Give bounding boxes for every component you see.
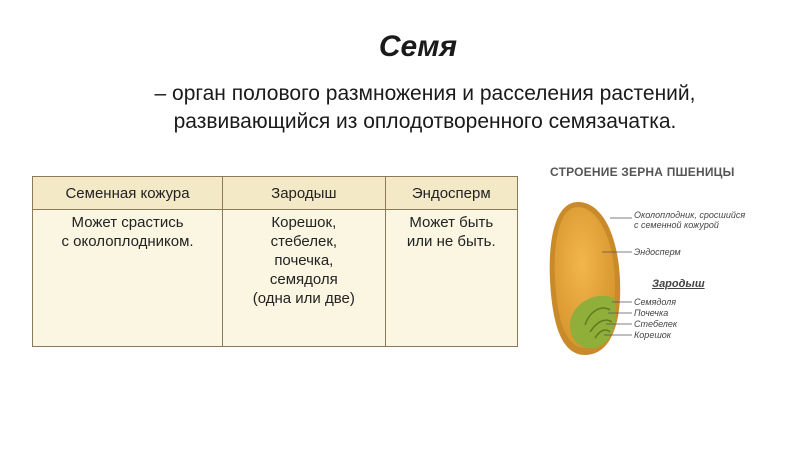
subtitle-line-1: – орган полового размножения и расселения растений,: [154, 82, 696, 105]
slide-title: Семя: [378, 30, 458, 63]
cell-line: Может срастись: [71, 214, 184, 231]
cell-embryo: [223, 210, 385, 347]
header-embryo: Зародыш: [223, 177, 385, 210]
cell-line: или не быть.: [406, 233, 496, 250]
cell-line: семядоля: [269, 271, 338, 288]
label-pericarp-line2: с семенной кожурой: [634, 220, 719, 230]
wheat-grain-figure: [540, 160, 780, 360]
cell-seed-coat: [33, 210, 223, 347]
label-pericarp: [634, 210, 745, 230]
table-row: [33, 210, 518, 347]
cell-line: Может быть: [409, 214, 494, 231]
seed-structure-table: [32, 176, 518, 347]
label-stem: Стебелек: [634, 319, 678, 329]
cell-line: Корешок,: [271, 214, 337, 231]
cell-line: (одна или две): [252, 290, 355, 307]
header-endosperm: Эндосперм: [385, 177, 517, 210]
header-seed-coat: Семенная кожура: [33, 177, 223, 210]
cell-line: с околоплодником.: [61, 233, 194, 250]
label-root: Корешок: [634, 330, 672, 340]
label-cotyledon: Семядоля: [634, 297, 677, 307]
label-bud: Почечка: [634, 308, 669, 318]
label-pericarp-line1: Околоплодник, сросшийся: [634, 210, 746, 220]
cell-line: почечка,: [274, 252, 334, 269]
cell-endosperm: [385, 210, 517, 347]
table-header-row: [33, 177, 518, 210]
subtitle-line-2: развивающийся из оплодотворенного семязачатка.: [173, 110, 677, 133]
cell-line: стебелек,: [270, 233, 338, 250]
figure-title: СТРОЕНИЕ ЗЕРНА ПШЕНИЦЫ: [550, 165, 735, 179]
embryo-heading: Зародыш: [652, 278, 705, 290]
label-endosperm: Эндосперм: [634, 247, 681, 257]
slide-subtitle: [80, 80, 770, 136]
